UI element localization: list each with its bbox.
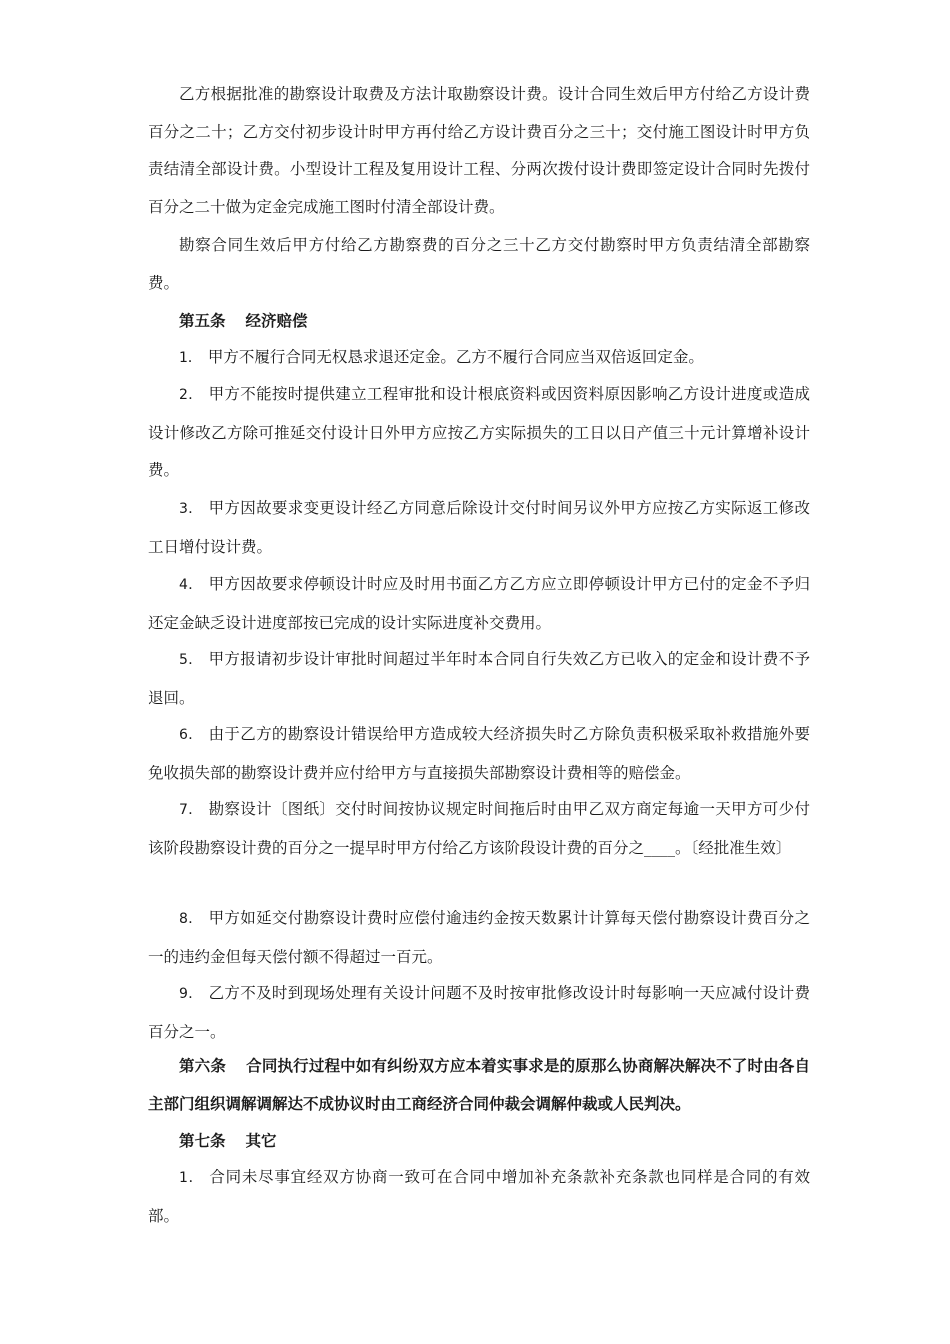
item-text: 甲方因故要求停顿设计时应及时用书面乙方乙方应立即停顿设计甲方已付的定金不予归还定金缺乏设计进度部按已完成的设计实际进度补交费用。: [148, 575, 810, 632]
paragraph-text: 勘察合同生效后甲方付给乙方勘察费的百分之三十乙方交付勘察时甲方负责结清全部勘察费。: [148, 236, 810, 292]
item-number: 9．: [179, 986, 203, 1002]
article-7-item-1: [148, 1159, 810, 1235]
item-text: 甲方因故要求变更设计经乙方同意后除设计交付时间另议外甲方应按乙方实际返工修改工日增付设计费。: [148, 499, 810, 556]
article-5-heading: [148, 302, 810, 340]
article-5-item-6: [148, 716, 810, 792]
item-text: 甲方如延交付勘察设计费时应偿付逾违约金按天数累计计算每天偿付勘察设计费百分之一的违约金但每天偿付额不得超过一百元。: [148, 909, 810, 966]
article-5-item-8: [148, 900, 810, 976]
item-number: 3．: [179, 501, 203, 517]
article-5-item-3: [148, 490, 810, 566]
paragraph-text: 乙方根据批准的勘察设计取费及方法计取勘察设计费。设计合同生效后甲方付给乙方设计费百分之二十；乙方交付初步设计时甲方再付给乙方设计费百分之三十；交付施工图设计时甲方负责结清全部设计费。小型设计工程及复用设计工程、分两次拨付设计费即签定设计合同时先拨付百分之二十做为定金完成施工图时付清全部设计费。: [148, 85, 810, 216]
article-title: 经济赔偿: [245, 311, 308, 330]
item-number: 6．: [179, 727, 203, 743]
item-text: 乙方不及时到现场处理有关设计问题不及时按审批修改设计时每影响一天应减付设计费百分之一。: [148, 984, 810, 1041]
article-text: 合同执行过程中如有纠纷双方应本着实事求是的原那么协商解决解决不了时由各自主部门组织调解调解达不成协议时由工商经济合同仲裁会调解仲裁或人民判决。: [148, 1056, 810, 1113]
article-5-item-7: [148, 791, 810, 867]
paragraph-survey-fee: [148, 227, 810, 302]
item-text: 由于乙方的勘察设计错误给甲方造成较大经济损失时乙方除负责积极采取补救措施外要免收损失部的勘察设计费并应付给甲方与直接损失部勘察设计费相等的赔偿金。: [148, 725, 810, 782]
item-text: 甲方报请初步设计审批时间超过半年时本合同自行失效乙方已收入的定金和设计费不予退回。: [148, 650, 810, 707]
article-5-item-2: [148, 376, 810, 490]
paragraph-design-fee: [148, 76, 810, 226]
article-number: 第六条: [179, 1056, 226, 1075]
article-5-item-1: [148, 339, 810, 378]
item-number: 4．: [179, 577, 203, 593]
item-text: 勘察设计〔图纸〕交付时间按协议规定时间拖后时由甲乙双方商定每逾一天甲方可少付该阶段勘察设计费的百分之一提早时甲方付给乙方该阶段设计费的百分之____。〔经批准生效〕: [148, 800, 810, 857]
article-title: 其它: [245, 1131, 277, 1150]
item-text: 甲方不履行合同无权恳求退还定金。乙方不履行合同应当双倍返回定金。: [207, 348, 704, 366]
item-number: 8．: [179, 911, 203, 927]
article-7-heading: [148, 1122, 810, 1160]
article-5-item-9: [148, 975, 810, 1051]
article-6: [148, 1047, 810, 1122]
article-5-item-4: [148, 566, 810, 642]
article-number: 第七条: [179, 1131, 226, 1150]
item-number: 2．: [179, 387, 203, 403]
item-number: 1．: [179, 350, 202, 366]
item-text: 合同未尽事宜经双方协商一致可在合同中增加补充条款补充条款也同样是合同的有效部。: [148, 1168, 810, 1225]
article-number: 第五条: [179, 311, 226, 330]
item-text: 甲方不能按时提供建立工程审批和设计根底资料或因资料原因影响乙方设计进度或造成设计修改乙方除可推延交付设计日外甲方应按乙方实际损失的工日以日产值三十元计算增补设计费。: [148, 385, 810, 479]
item-number: 7．: [179, 802, 203, 818]
article-5-item-5: [148, 641, 810, 717]
item-number: 5．: [179, 652, 203, 668]
item-number: 1．: [179, 1170, 204, 1186]
